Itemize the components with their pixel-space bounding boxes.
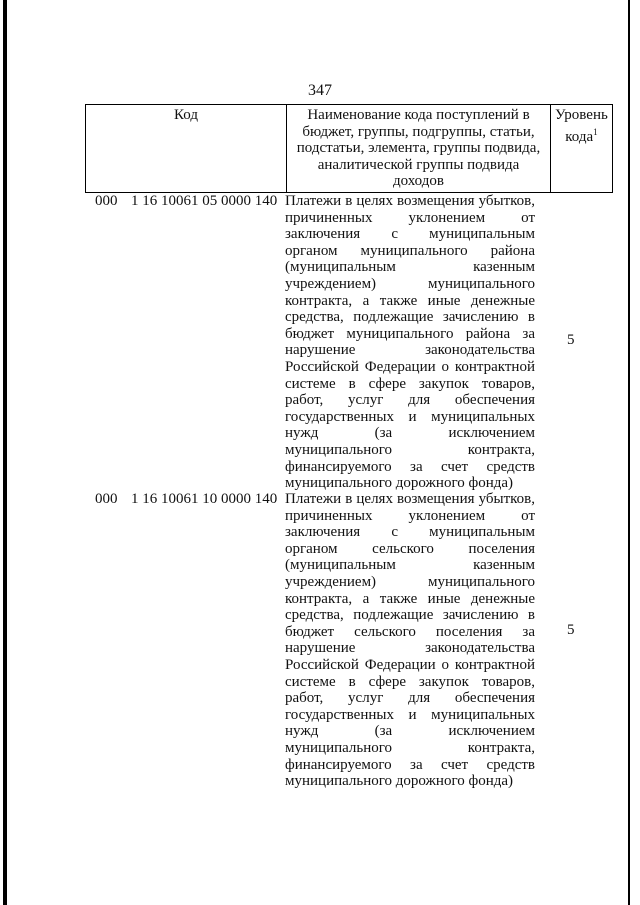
header-name-label: Наименование кода поступлений в бюджет, группы, подгруппы, статьи, подстатьи, элемента, группы подвида, аналитической группы подвида доходов [296, 107, 541, 189]
row-description: Платежи в целях возмещения убытков, причиненных уклонением от заключения с муниципальным органом муниципального района (муниципальным казенным учреждением) муниципального контракта, а также иные денежные средства, подлежащие зачислению в бюджет муниципального района за нарушение законодательства Российской Федерации о контрактной системе в сфере закупок товаров, работ, услуг для обеспечения государственных и муниципальных нужд (за исключением муниципального контракта, финансируемого за счет средств муниципального дорожного фонда) [285, 193, 535, 492]
income-code: 1 16 10061 05 0000 140 [131, 193, 278, 209]
table-header [85, 104, 613, 193]
header-name-cell [287, 105, 551, 193]
header-code-cell [86, 105, 287, 193]
page-number: 347 [308, 82, 332, 99]
header-level-cell [551, 105, 613, 193]
row-level: 5 [567, 332, 575, 348]
header-level-footnote: 1 [593, 126, 598, 137]
page-border-right [628, 0, 630, 905]
header-level-label: Уровень кода [555, 107, 608, 145]
income-code: 1 16 10061 10 0000 140 [131, 491, 278, 507]
admin-code: 000 [95, 491, 118, 507]
header-code-label: Код [174, 107, 198, 123]
row-description: Платежи в целях возмещения убытков, причиненных уклонением от заключения с муниципальным органом сельского поселения (муниципальным казенным учреждением) муниципального контракта, а также иные денежные средства, подлежащие зачислению в бюджет сельского поселения за нарушение законодательства Российской Федерации о контрактной системе в сфере закупок товаров, работ, услуг для обеспечения государственных и муниципальных нужд (за исключением муниципального контракта, финансируемого за счет средств муниципального дорожного фонда) [285, 491, 535, 790]
admin-code: 000 [95, 193, 118, 209]
row-level: 5 [567, 622, 575, 638]
page-border-left [3, 0, 7, 905]
